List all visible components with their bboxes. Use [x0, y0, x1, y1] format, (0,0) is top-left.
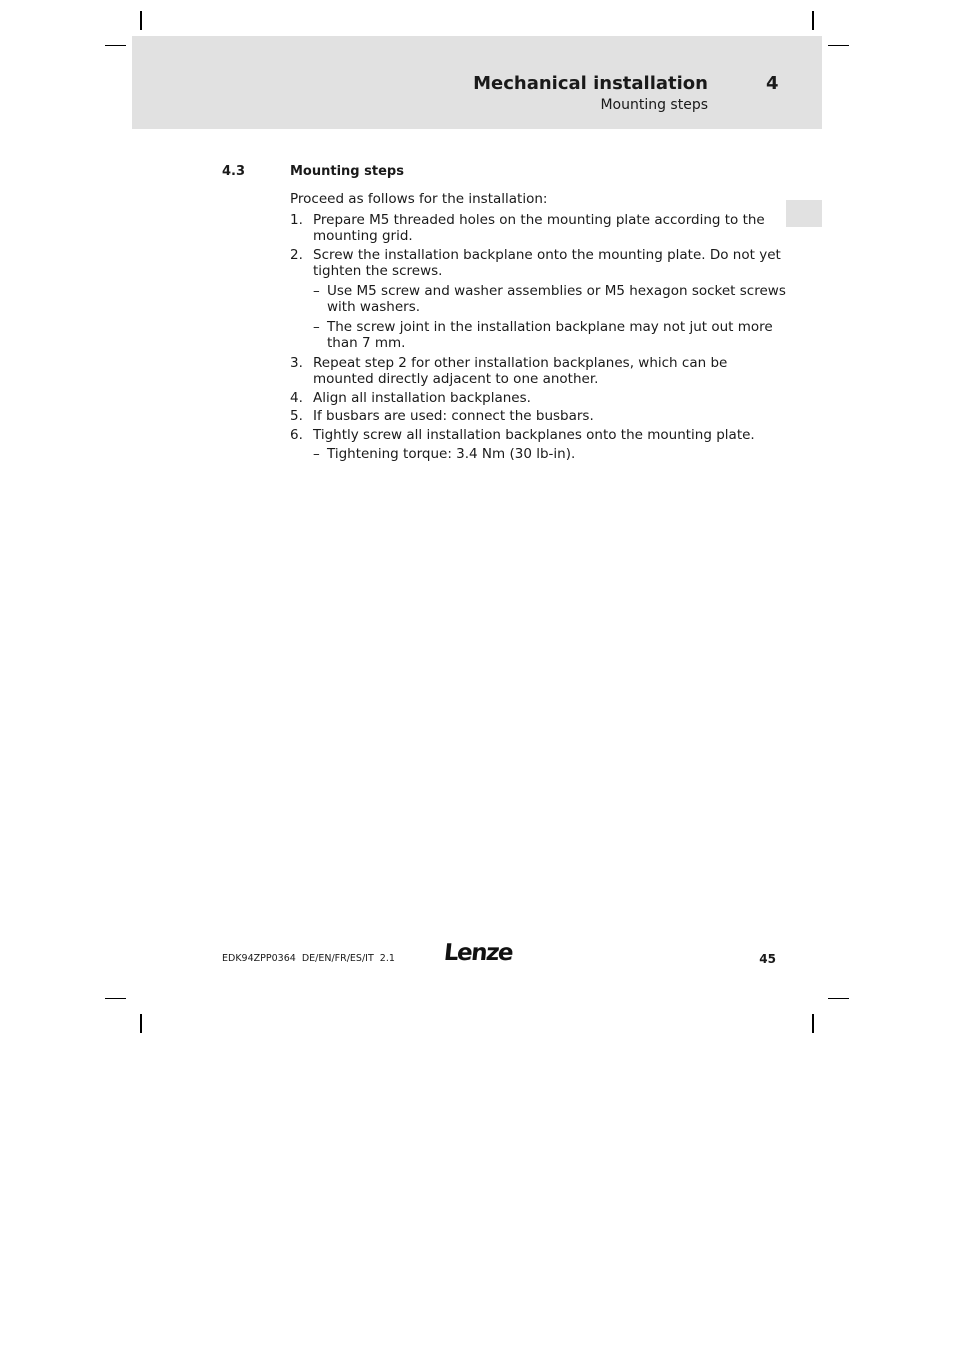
substep-text: Tightening torque: 3.4 Nm (30 lb-in). — [327, 446, 576, 462]
section-body — [290, 191, 790, 466]
step-number: 5. — [290, 408, 303, 424]
step-text: If busbars are used: connect the busbars. — [313, 408, 594, 424]
chapter-subtitle: Mounting steps — [600, 97, 708, 113]
chapter-title: Mechanical installation — [473, 73, 708, 94]
crop-mark-bottom-left-vertical — [140, 1014, 142, 1033]
crop-mark-top-left-vertical — [140, 11, 142, 30]
crop-mark-bottom-right-horizontal — [828, 998, 849, 999]
crop-mark-bottom-right-vertical — [812, 1014, 814, 1033]
chapter-number: 4 — [766, 73, 779, 94]
step-number: 2. — [290, 246, 303, 263]
substep-item — [313, 446, 790, 463]
step-number: 3. — [290, 354, 303, 371]
step-number: 1. — [290, 211, 303, 228]
dash-bullet: – — [313, 318, 320, 335]
page-number: 45 — [759, 952, 776, 966]
crop-mark-top-right-vertical — [812, 11, 814, 30]
dash-bullet: – — [313, 282, 320, 299]
dash-bullet: – — [313, 446, 320, 462]
substep-text: The screw joint in the installation backplane may not jut out more than 7 mm. — [327, 318, 773, 351]
substeps-list — [313, 446, 790, 463]
crop-mark-bottom-left-horizontal — [105, 998, 126, 999]
substeps-list — [313, 283, 790, 352]
step-text: Screw the installation backplane onto the mounting plate. Do not yet tighten the screws. — [313, 246, 781, 279]
crop-mark-top-left-horizontal — [105, 45, 126, 46]
section-number: 4.3 — [222, 164, 246, 179]
step-number: 4. — [290, 389, 303, 406]
crop-mark-top-right-horizontal — [828, 45, 849, 46]
step-item — [290, 390, 790, 407]
step-item — [290, 408, 790, 425]
steps-list — [290, 212, 790, 463]
section-title: Mounting steps — [290, 164, 404, 179]
lenze-logo: Lenze — [442, 940, 514, 966]
step-text: Tightly screw all installation backplanes onto the mounting plate. — [313, 426, 755, 443]
substep-item — [313, 283, 790, 316]
chapter-side-tab — [786, 200, 822, 227]
step-item — [290, 247, 790, 352]
step-item — [290, 427, 790, 463]
step-text: Align all installation backplanes. — [313, 389, 531, 406]
substep-item — [313, 319, 790, 352]
document-code: EDK94ZPP0364 DE/EN/FR/ES/IT 2.1 — [222, 953, 395, 964]
step-item — [290, 355, 790, 388]
step-item — [290, 212, 790, 245]
step-text: Prepare M5 threaded holes on the mounting plate according to the mounting grid. — [313, 211, 765, 244]
step-text: Repeat step 2 for other installation backplanes, which can be mounted directly adjacent to one another. — [313, 354, 728, 387]
step-number: 6. — [290, 426, 303, 443]
substep-text: Use M5 screw and washer assemblies or M5 hexagon socket screws with washers. — [327, 282, 786, 315]
intro-paragraph: Proceed as follows for the installation: — [290, 191, 548, 207]
